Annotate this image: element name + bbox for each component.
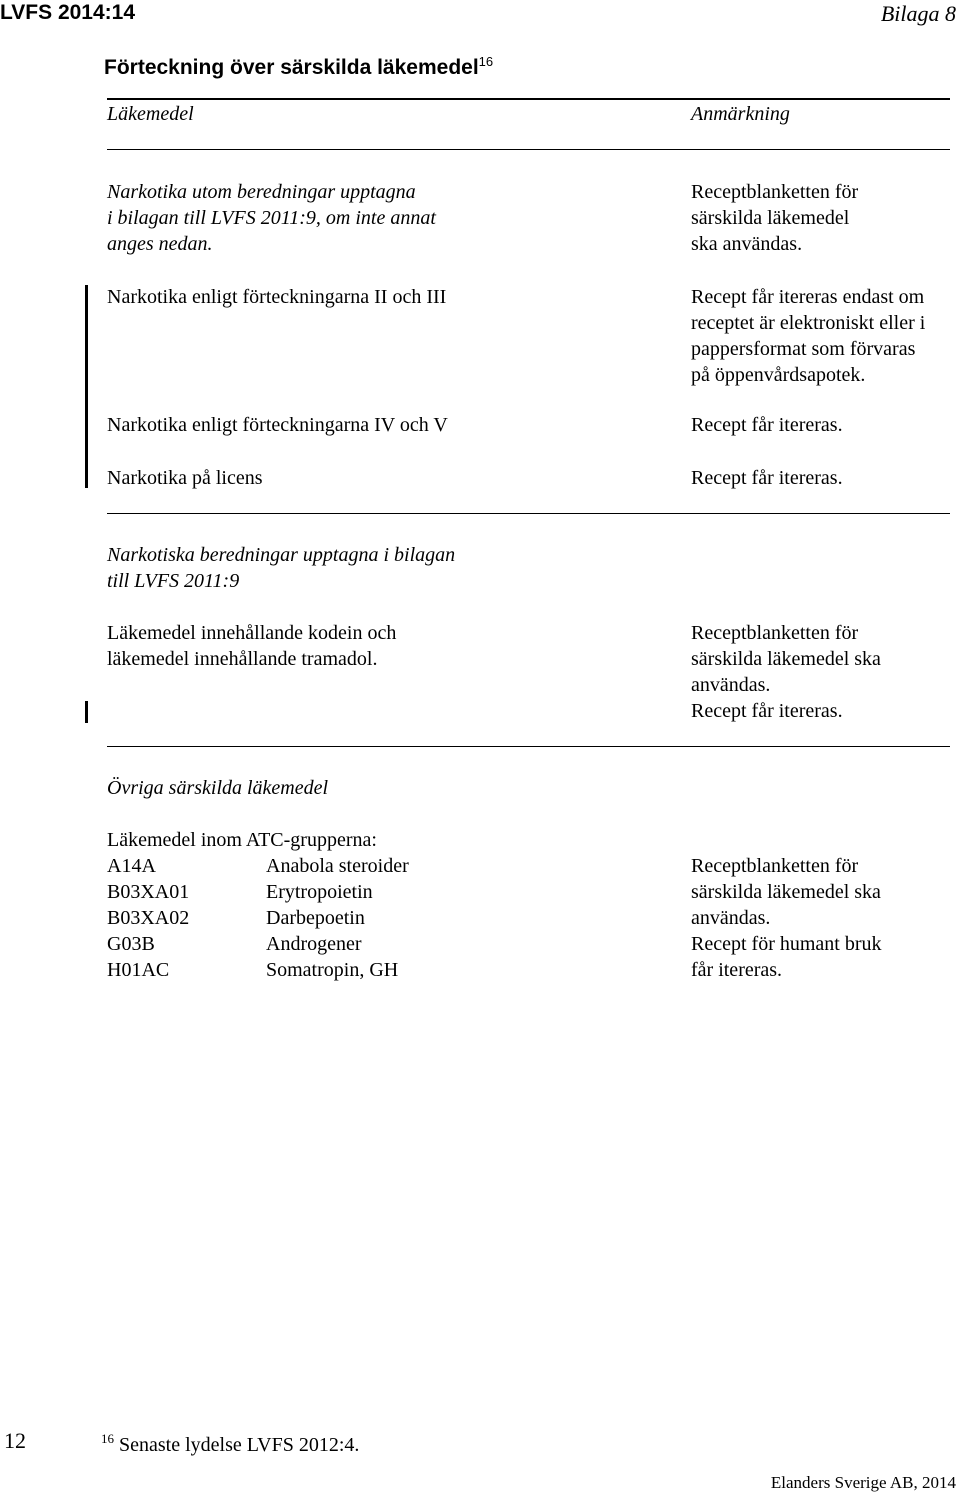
change-bar [85,285,88,488]
atc-code: G03B [107,933,155,955]
text-line: Recept för humant bruk [691,933,882,955]
text-line: Recept får itereras endast om [691,286,925,308]
text-line: ska användas. [691,233,803,255]
text-line: användas. [691,907,771,929]
atc-code: A14A [107,855,156,877]
atc-name: Anabola steroider [266,855,409,877]
atc-name: Erytropoietin [266,881,373,903]
footnote-ref: 16 [478,54,494,69]
text-line: får itereras. [691,959,783,981]
text-line: anges nedan. [107,233,213,255]
text-line: Receptblanketten för [691,622,859,644]
text-line: Narkotika utom beredningar upptagna [107,181,416,203]
section2-heading [107,542,455,594]
atc-code: B03XA02 [107,907,190,929]
footnote [101,1432,359,1458]
text-line: receptet är elektroniskt eller i [691,312,926,334]
atc-intro: Läkemedel inom ATC-grupperna: [107,829,377,851]
page-number: 12 [4,1428,26,1453]
text-line: särskilda läkemedel ska [691,648,881,670]
text-line: på öppenvårdsapotek. [691,364,866,386]
text-line: särskilda läkemedel [691,207,850,229]
atc-table [107,853,409,983]
section2-right [691,620,881,724]
section3-right [691,853,882,983]
footnote-number: 16 [101,1431,114,1446]
text-line: till LVFS 2011:9 [107,570,240,592]
divider [107,513,950,514]
atc-name: Somatropin, GH [266,959,399,981]
text-line: pappersformat som förvaras [691,338,916,360]
text-line: Recept får itereras. [691,700,843,722]
atc-code: B03XA01 [107,881,190,903]
section3-heading: Övriga särskilda läkemedel [107,777,329,799]
divider [107,98,950,100]
table-row [107,853,409,879]
table-row [107,905,409,931]
table-row [107,957,409,983]
section1-intro-left [107,179,436,257]
section1-row-right [691,284,925,388]
atc-code: H01AC [107,959,170,981]
text-line: Receptblanketten för [691,855,859,877]
text-line: Receptblanketten för [691,181,859,203]
divider [107,149,950,150]
section1-row-left: Narkotika enligt förteckningarna IV och V [107,414,448,436]
column-header-left: Läkemedel [107,103,194,125]
text-line: användas. [691,674,771,696]
table-row [107,879,409,905]
column-header-right: Anmärkning [691,103,790,125]
document-id: LVFS 2014:14 [0,1,136,24]
text-line: Narkotiska beredningar upptagna i bilagan [107,544,456,566]
text-line: läkemedel innehållande tramadol. [107,648,378,670]
change-bar [85,701,88,723]
atc-name: Darbepoetin [266,907,365,929]
divider [107,746,950,747]
page-title-text: Förteckning över särskilda läkemedel [104,56,479,79]
section1-row-left: Narkotika på licens [107,467,263,489]
printer-credit: Elanders Sverige AB, 2014 [770,1473,956,1492]
text-line: Läkemedel innehållande kodein och [107,622,397,644]
page-title [104,56,493,80]
table-row [107,931,409,957]
section2-left [107,620,396,672]
attachment-label: Bilaga 8 [880,1,956,26]
text-line: i bilagan till LVFS 2011:9, om inte annat [107,207,436,229]
section1-intro-right [691,179,858,257]
text-line: särskilda läkemedel ska [691,881,881,903]
section1-row-right: Recept får itereras. [691,414,843,436]
atc-name: Androgener [266,933,362,955]
section1-row-left: Narkotika enligt förteckningarna II och III [107,286,447,308]
section1-row-right: Recept får itereras. [691,467,843,489]
footnote-text: Senaste lydelse LVFS 2012:4. [119,1434,360,1456]
